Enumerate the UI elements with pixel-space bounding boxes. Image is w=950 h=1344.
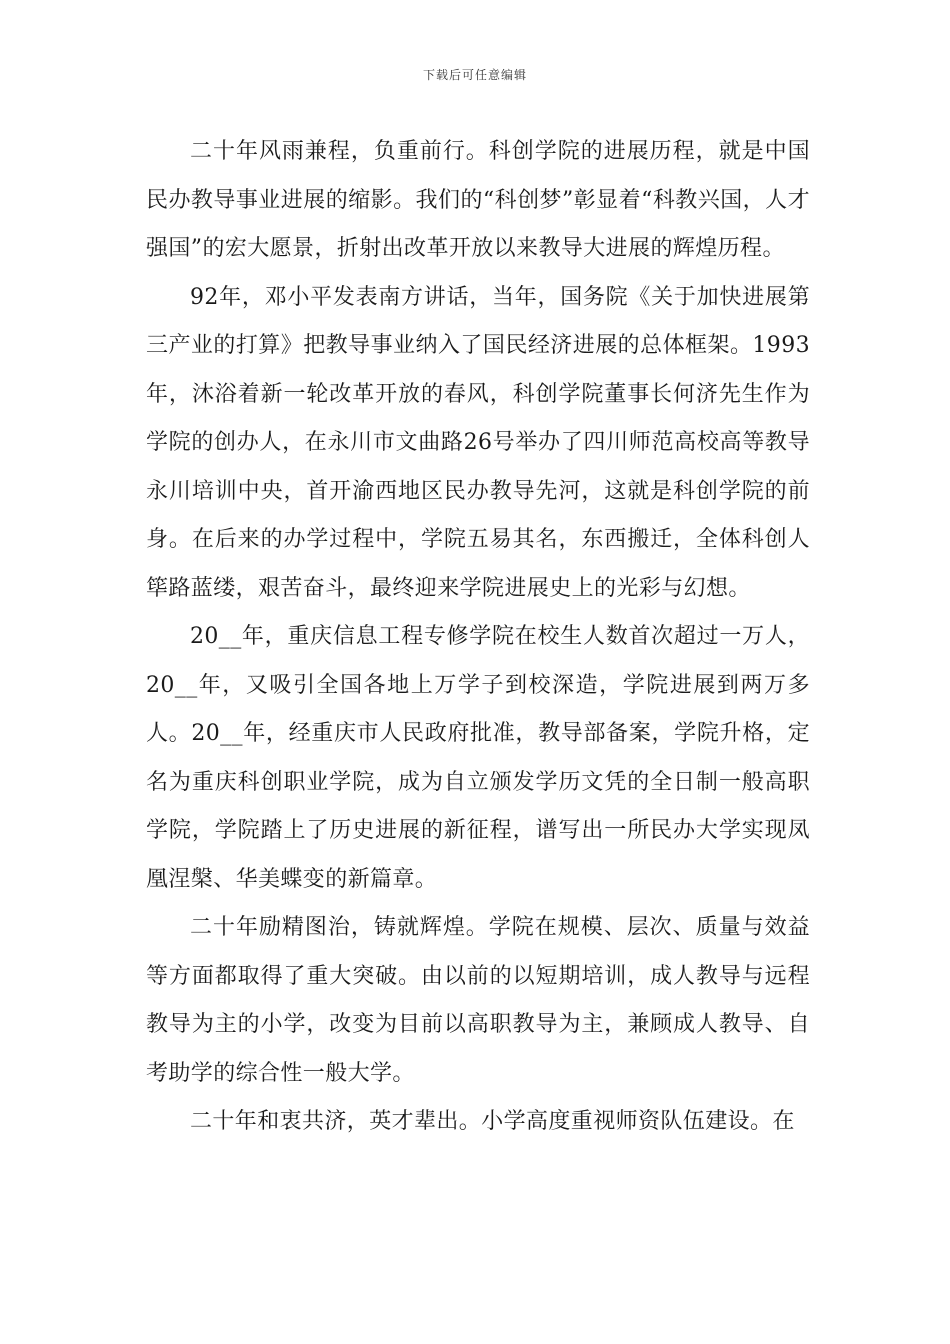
paragraph-growth: 20__年，重庆信息工程专修学院在校生人数首次超过一万人，20__年，又吸引全国各地上万学子到校深造，学院进展到两万多人。20__年，经重庆市人民政府批准，教导部备案，学院升格，定名为重庆科创职业学院，成为自立颁发学历文凭的全日制一般高职学院，学院踏上了历史进展的新征程，谱写出一所民办大学实现凤凰涅槃、华美蝶变的新篇章。	[146, 624, 810, 892]
paragraph-faculty: 二十年和衷共济，英才辈出。小学高度重视师资队伍建设。在	[190, 1109, 795, 1134]
paragraph-intro: 二十年风雨兼程，负重前行。科创学院的进展历程，就是中国民办教导事业进展的缩影。我们的“科创梦”彰显着“科教兴国，人才强国”的宏大愿景，折射出改革开放以来教导大进展的辉煌历程。	[146, 139, 810, 261]
document-body	[146, 128, 810, 1147]
paragraph-history-origin: 92年，邓小平发表南方讲话，当年，国务院《关于加快进展第三产业的打算》把教导事业纳入了国民经济进展的总体框架。1993年，沐浴着新一轮改革开放的春风，科创学院董事长何济先生作为学院的创办人，在永川市文曲路26号举办了四川师范高校高等教导永川培训中央，首开渝西地区民办教导先河，这就是科创学院的前身。在后来的办学过程中，学院五易其名，东西搬迁，全体科创人筚路蓝缕，艰苦奋斗，最终迎来学院进展史上的光彩与幻想。	[146, 284, 810, 601]
paragraph-achievements: 二十年励精图治，铸就辉煌。学院在规模、层次、质量与效益等方面都取得了重大突破。由以前的以短期培训，成人教导与远程教导为主的小学，改变为目前以高职教导为主，兼顾成人教导、自考助学的综合性一般大学。	[146, 915, 810, 1086]
page-header-note: 下载后可任意编辑	[422, 68, 527, 82]
